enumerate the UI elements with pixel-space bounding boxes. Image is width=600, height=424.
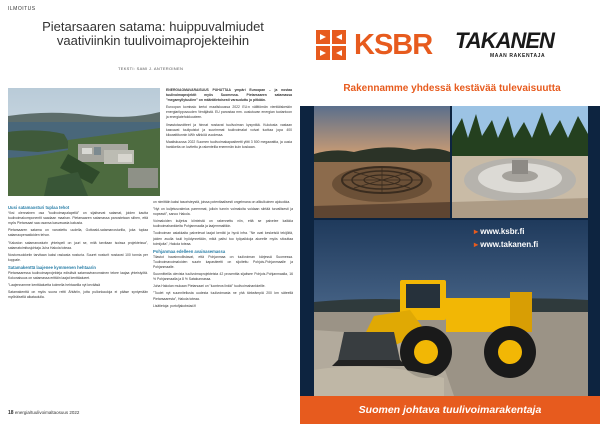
paragraph: Voimaloiden kuljetus kiinteistä on rakennettu niin, että se palvelee kaikkia tuulivoimahankkeita Pohjanmaalla ja laajemmaltikin. — [153, 219, 293, 229]
url-takanen-text: www.takanen.fi — [480, 240, 539, 249]
forest-foundation-image — [452, 106, 588, 218]
ad-urls — [474, 225, 538, 251]
forest-foundation-photo — [452, 106, 588, 218]
article-column-1b — [8, 203, 148, 408]
folio-text: energia/tuulivoimaltaosuus 2022 — [14, 410, 80, 415]
byline: TEKSTI: SAMI J. ANTEROINEN — [118, 66, 184, 71]
ksbr-wordmark: KSBR — [354, 29, 433, 61]
ad-footer-tagline: Suomen johtava tuulivoimarakentaja — [358, 404, 542, 416]
page-folio — [8, 410, 79, 416]
paragraph: "Kaluston satamanosturin yhteispeli on juuri se, mitä tarvitaan isoissa projekteissa", satamatoimitusjohtaja Juha Hakola toteaa. — [8, 240, 148, 250]
url-arrow-icon: ▸ — [474, 240, 481, 249]
paragraph: Ilmastotavoitteet ja hinnat nostavat tuulivoiman kysyntää. Kulutusta vastaan kasvavat tuulipuistot ja suurimmat tuulivoimalat voivat tuottaa jopa 400 kilowattitunnin kWh sähköä vuodessa. — [166, 122, 292, 137]
subheading: Uusi satamaosturi tuplaa tehot — [8, 205, 70, 210]
paragraph: Nostomuokkeiin tarvitaan kaksi raskasta nosturia. Suuret nosturit nostavat 100 tonnia per koppale. — [8, 252, 148, 262]
harbor-aerial-photo — [8, 88, 160, 196]
paragraph: "Laajennamme kenttäaluetta kolmella hehtaarilla nyt kevääsä — [8, 283, 101, 288]
subheading: Pohjanmaa edelleen avainasemassa — [153, 248, 226, 254]
article-column-1 — [166, 88, 292, 152]
paragraph: "Tuulet nyt suunnitellusta uudesta tuulivoimasta ne yhä tärkeämpiä 200 km säteellä Pietarsaaresta", Hakola toteaa. — [153, 291, 293, 301]
foundation-photo — [314, 106, 450, 218]
ksbr-logo — [316, 29, 433, 61]
section-tag: ILMOITUS — [8, 6, 36, 12]
wheel-loader-image — [314, 220, 588, 396]
url-ksbr-text: www.ksbr.fi — [480, 227, 525, 236]
paragraph: Tuulivoiman asiakkaita palvelevat laajat kentät ja hyvä infra. "Ne ovat keskeisiä tekijöitä, joiden avulla tuuli hyödynnetään, mikä paitsi tuo työpaikkoja alueelle myös sitouttaa toimijoita", Hakola toteaa. — [153, 231, 293, 246]
article-column-2 — [153, 200, 293, 408]
foundation-image — [314, 106, 450, 218]
url-ksbr[interactable] — [474, 225, 538, 238]
paragraph: Suunnitteilla olevista tuulivoimaprojekteista 42 prosenttia sijaitsee Pohjois-Pohjanmaalla, 16 % Pohjanmaalla ja 8 % Satakunnassa. — [153, 272, 293, 282]
paragraph: Tilastot havainnollistavat, että Pohjanmaa on tuulivoiman kärjessä Suomessa. Tuulivoimavoimaloiden suurin kapasiteetti on sijoitettu Pohjois-Pohjanmaalle ja Pohjanmaalle. — [153, 254, 293, 270]
paragraph: Maaliskuussa 2022 Suomen tuulivoimakapasiteetti ylitti 3 500 megawattia, ja uusia hankkeita on luvitettu ja rakenteilla enemmän kuin koskaan. — [166, 139, 292, 149]
paragraph: Yksi olennainen osa "tuulivoimapalapeliä" on sijaitsevat satamat, joiden kautta tuulivoimakomponentit saadaan maahan. Pietarsaaren satamassa panostetaan siihen, että myös Pietarsaari saa osansa kasvavasta kakusta. — [8, 211, 148, 226]
url-takanen[interactable] — [474, 238, 538, 251]
ad-slogan: Rakennamme yhdessä kestävää tulevaisuutta — [343, 83, 561, 94]
paragraph: Euroopan komissio kertoi maaliskuussa 2022 EU:n välittömän vientiäiskeskin energiariippuvuuden Venäjästä. EU panostaa mm. uusiutuvan energian tuotantoon ja energiatehokkuuteen. — [166, 105, 292, 120]
source-line: Lisätietoja: portofjakobstad.fi — [153, 303, 196, 308]
harbor-aerial-image — [8, 88, 160, 196]
paragraph: "Nyt on kuljetusvalmius paremmat, jolloin tunnin voimaloita voidaan siirtää turvallisesti ja nopeasti", sanoo Hakola. — [153, 207, 293, 217]
paragraph: Pietarsaaressa tuulivoimaprojekteja edistävä satamaviranomainen tekee laajaa yhteistyötä. Kokonaisuus on satamassa erittäin laajat kenttäalueet. — [8, 271, 148, 281]
article-title: Pietarsaaren satama: huippuvalmiudet vaativiinkin tuulivoimaprojekteihin — [42, 19, 264, 48]
paragraph: Pietarsaaren satama on varustettu uudella, Gottwald-satamanosturilla, joka tuplaa satamaoperaatioiden tehon. — [8, 228, 148, 238]
url-arrow-icon: ▸ — [474, 227, 481, 236]
page-number: 18 — [8, 410, 14, 416]
lead-paragraph: ENERGIAOMAVARAISUUS PUHUTTAA ympäri Euroopan – ja nostaa tuulivoimaprojektit myös Suomessa. Pietarsaaren satamassa "megamyllytuulien" on määrätietoisesti varauduttu jo pitkään. — [166, 88, 292, 103]
paragraph: Juha Hakolan mukaan Pietarsaari on "luonteva linkki" tuulivoimahankkeille. — [153, 284, 266, 289]
wheel-loader-photo — [314, 220, 588, 396]
ksbr-logo-icon — [316, 30, 350, 60]
right-page-ad — [300, 0, 600, 424]
takanen-tagline: MAAN RAKENTAJA — [490, 53, 546, 59]
takanen-wordmark: TAKANEN — [455, 28, 554, 53]
subheading: Satamakenttä laajenee kymmenen hehtaarin — [8, 264, 96, 270]
paragraph: on nimittäin kaksi tasoristeystä, joissa potentiaalisesti ongelmana on alikulkuinen ajoluokka. — [153, 200, 291, 204]
paragraph: Satamakenttä on myös suora reitti Ähtäriin, jotta pullonkauloja ei pääse syntymään myöhäisellä aikataululla. — [8, 290, 148, 300]
